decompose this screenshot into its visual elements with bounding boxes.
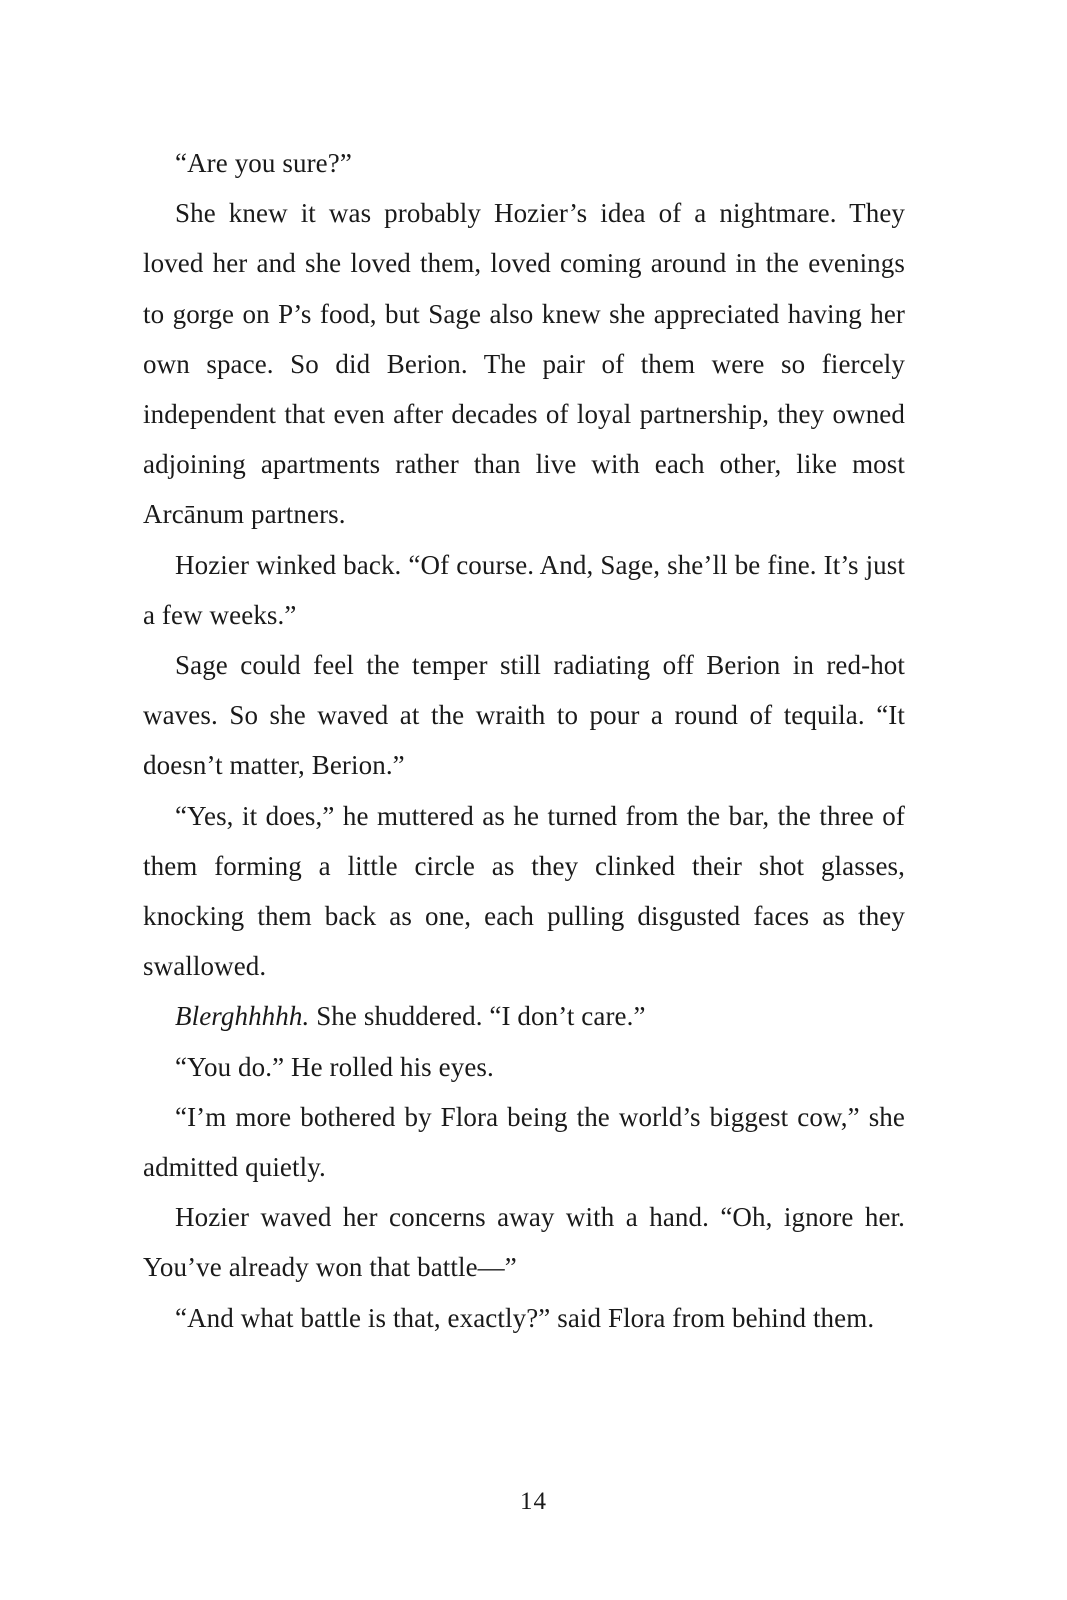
paragraph-text: She shuddered. “I don’t care.” (309, 1001, 646, 1032)
italic-exclamation: Blerghhhhh. (175, 1001, 310, 1032)
paragraph: Hozier winked back. “Of course. And, Sage, she’ll be fine. It’s just a few weeks.” (143, 549, 905, 630)
paragraph: She knew it was probably Hozier’s idea of a nightmare. They loved her and she loved them, loved coming around in the evenings to gorge on P’s food, but Sage also knew she appreciated having her own space. So did Berion. The pair of them were so fiercely independent that even after decades of loyal partnership, they owned adjoining apartments rather than live with each other, like most Arcānum partners. (143, 198, 905, 530)
paragraph (143, 991, 905, 1041)
paragraph: Hozier waved her concerns away with a hand. “Oh, ignore her. You’ve already won that battle—” (143, 1202, 905, 1283)
paragraph: Sage could feel the temper still radiating off Berion in red-hot waves. So she waved at the wraith to pour a round of tequila. “It doesn’t matter, Berion.” (143, 650, 905, 781)
paragraph: “Yes, it does,” he muttered as he turned from the bar, the three of them forming a little circle as they clinked their shot glasses, knocking them back as one, each pulling disgusted faces as they swallowed. (143, 800, 905, 982)
paragraph: “And what battle is that, exactly?” said Flora from behind them. (175, 1302, 875, 1333)
paragraph: “You do.” He rolled his eyes. (175, 1051, 494, 1082)
paragraph: “I’m more bothered by Flora being the world’s biggest cow,” she admitted quietly. (143, 1101, 905, 1183)
body-text (143, 138, 905, 1343)
paragraph: “Are you sure?” (175, 148, 352, 178)
page-number: 14 (520, 1488, 547, 1515)
